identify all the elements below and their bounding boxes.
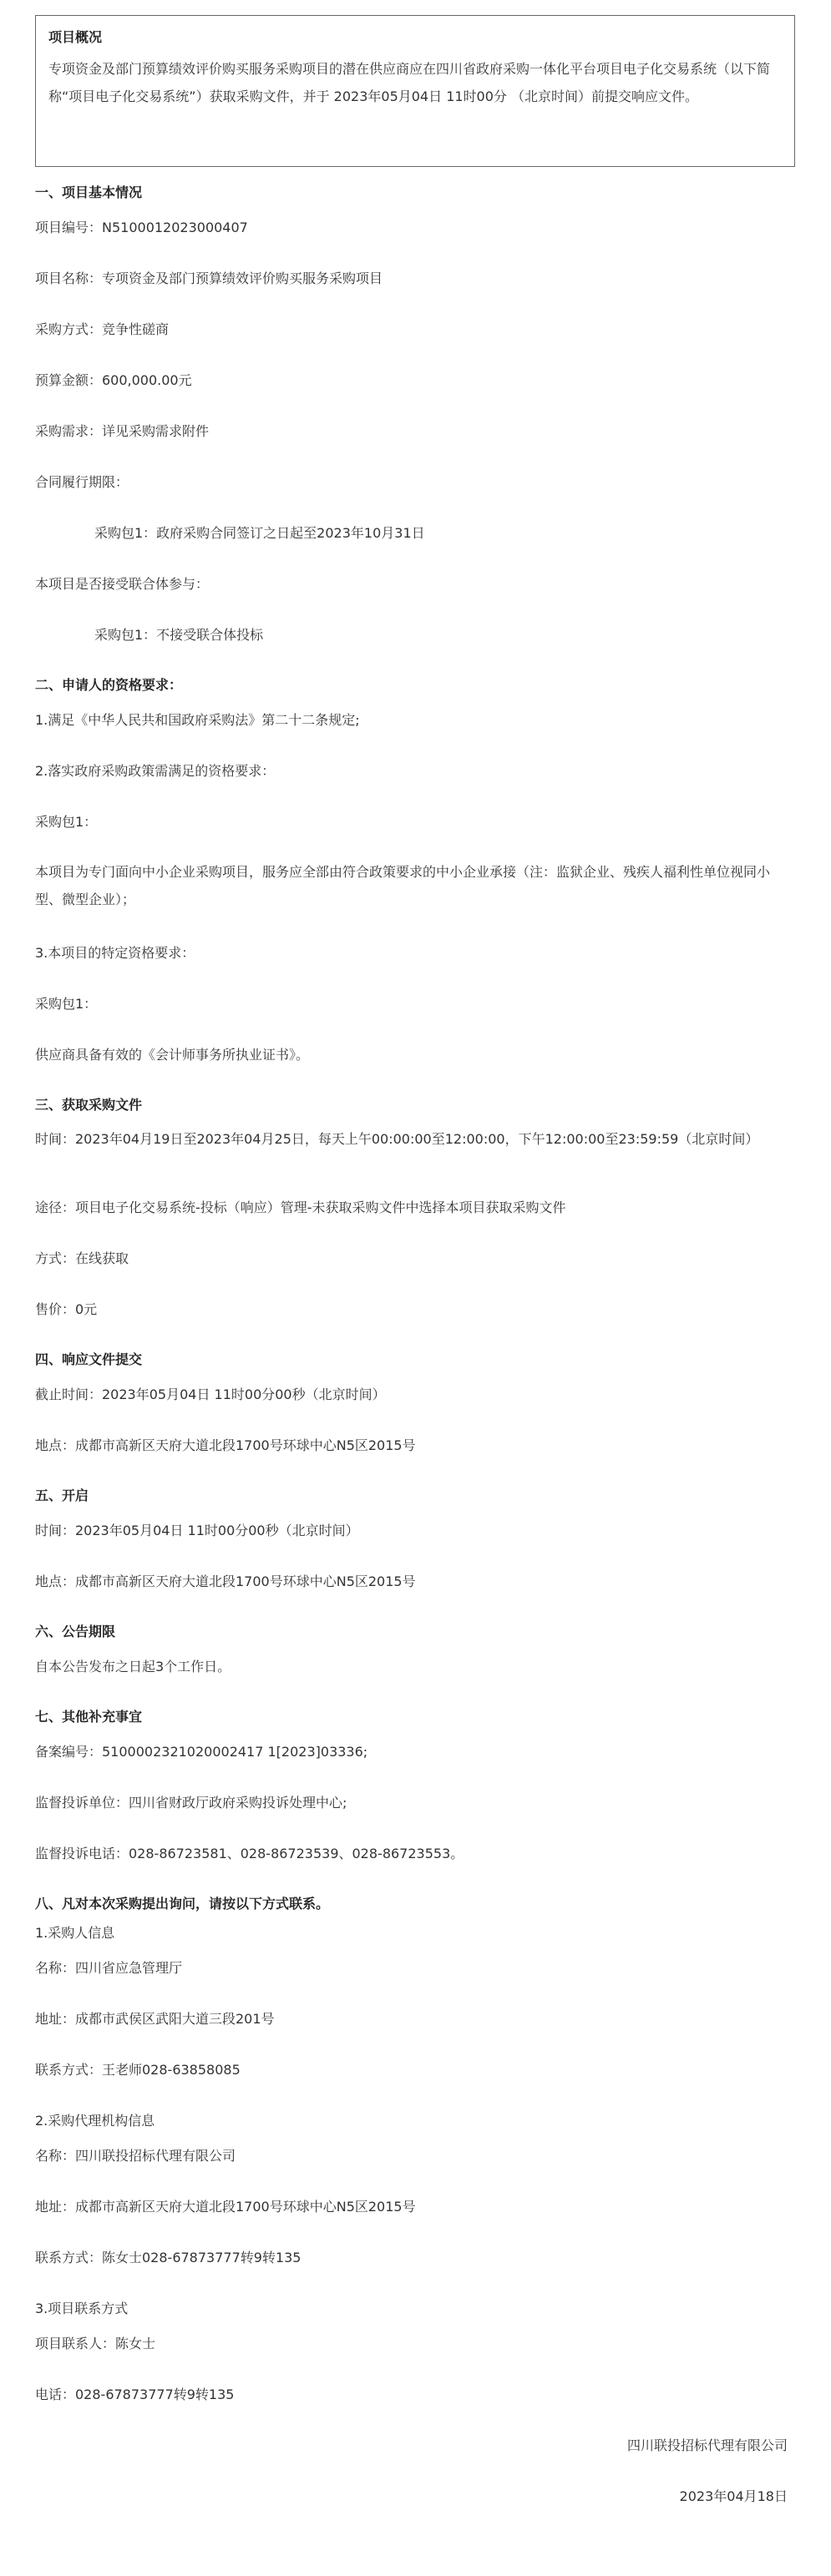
section-5-heading: 五、开启 xyxy=(35,1488,89,1503)
requirement-3-text: 供应商具备有效的《会计师事务所执业证书》。 xyxy=(35,1047,310,1063)
overview-title: 项目概况 xyxy=(48,29,103,45)
submission-deadline: 截止时间：2023年05月04日 11时00分00秒（北京时间） xyxy=(35,1386,386,1402)
consortium-package: 采购包1：不接受联合体投标 xyxy=(94,627,264,643)
record-number: 备案编号：5100002321020002417 1[2023]03336; xyxy=(35,1744,368,1760)
section-8-heading: 八、凡对本次采购提出询问，请按以下方式联系。 xyxy=(35,1896,330,1912)
complaint-phone: 监督投诉电话：028-86723581、028-86723539、028-86723553。 xyxy=(35,1846,464,1861)
document-time: 时间：2023年04月19日至2023年04月25日，每天上午00:00:00至12:00:00，下午12:00:00至23:59:59（北京时间） xyxy=(35,1131,759,1147)
purchaser-name: 名称：四川省应急管理厅 xyxy=(35,1960,183,1976)
section-7-heading: 七、其他补充事宜 xyxy=(35,1709,143,1725)
section-6-heading: 六、公告期限 xyxy=(35,1624,116,1639)
opening-time: 时间：2023年05月04日 11时00分00秒（北京时间） xyxy=(35,1523,359,1538)
purchaser-address: 地址：成都市武侯区武阳大道三段201号 xyxy=(35,2011,275,2027)
agency-title: 2.采购代理机构信息 xyxy=(35,2113,155,2129)
agency-address: 地址：成都市高新区天府大道北段1700号环球中心N5区2015号 xyxy=(35,2199,416,2215)
requirement-3-package: 采购包1： xyxy=(35,996,98,1012)
complaint-unit: 监督投诉单位：四川省财政厅政府采购投诉处理中心; xyxy=(35,1795,347,1811)
contract-period-package: 采购包1：政府采购合同签订之日起至2023年10月31日 xyxy=(94,525,425,541)
project-contact-person: 项目联系人：陈女士 xyxy=(35,2336,156,2351)
purchaser-contact: 联系方式：王老师028-63858085 xyxy=(35,2062,241,2078)
project-name: 项目名称：专项资金及部门预算绩效评价购买服务采购项目 xyxy=(35,270,383,286)
project-contact-phone: 电话：028-67873777转9转135 xyxy=(35,2387,235,2402)
footer-date: 2023年04月18日 xyxy=(679,2488,788,2504)
budget-amount: 预算金额：600,000.00元 xyxy=(35,372,192,388)
agency-name: 名称：四川联投招标代理有限公司 xyxy=(35,2148,236,2164)
section-2-heading: 二、申请人的资格要求： xyxy=(35,677,183,693)
consortium-label: 本项目是否接受联合体参与： xyxy=(35,576,210,592)
requirement-1: 1.满足《中华人民共和国政府采购法》第二十二条规定; xyxy=(35,712,360,728)
agency-contact: 联系方式：陈女士028-67873777转9转135 xyxy=(35,2250,301,2265)
section-3-heading: 三、获取采购文件 xyxy=(35,1097,143,1113)
purchaser-title: 1.采购人信息 xyxy=(35,1925,115,1941)
requirement-3: 3.本项目的特定资格要求： xyxy=(35,945,195,961)
requirement-2-package: 采购包1： xyxy=(35,814,98,830)
overview-text: 专项资金及部门预算绩效评价购买服务采购项目的潜在供应商应在四川省政府采购一体化平台项目电子化交易系统（以下简称“项目电子化交易系统”）获取采购文件，并于 2023年05月04日 11时00分 （北京时间）前提交响应文件。 xyxy=(48,61,771,104)
announcement-period: 自本公告发布之日起3个工作日。 xyxy=(35,1659,231,1674)
document-mode: 方式：在线获取 xyxy=(35,1250,129,1266)
section-4-heading: 四、响应文件提交 xyxy=(35,1351,143,1367)
footer-organization: 四川联投招标代理有限公司 xyxy=(626,2437,788,2453)
document-price: 售价：0元 xyxy=(35,1301,98,1317)
project-number: 项目编号：N5100012023000407 xyxy=(35,220,248,235)
opening-place: 地点：成都市高新区天府大道北段1700号环球中心N5区2015号 xyxy=(35,1573,416,1589)
requirement-2-text: 本项目为专门面向中小企业采购项目，服务应全部由符合政策要求的中小企业承接（注：监狱企业、残疾人福利性单位视同小型、微型企业）； xyxy=(35,864,771,907)
requirement-2: 2.落实政府采购政策需满足的资格要求： xyxy=(35,763,276,779)
contract-period-label: 合同履行期限： xyxy=(35,474,129,490)
procurement-demand: 采购需求：详见采购需求附件 xyxy=(35,423,210,439)
procurement-method: 采购方式：竞争性磋商 xyxy=(35,321,170,337)
submission-place: 地点：成都市高新区天府大道北段1700号环球中心N5区2015号 xyxy=(35,1437,416,1453)
section-1-heading: 一、项目基本情况 xyxy=(35,184,143,200)
document-channel: 途径：项目电子化交易系统-投标（响应）管理-未获取采购文件中选择本项目获取采购文件 xyxy=(35,1200,566,1215)
project-contact-title: 3.项目联系方式 xyxy=(35,2301,129,2316)
